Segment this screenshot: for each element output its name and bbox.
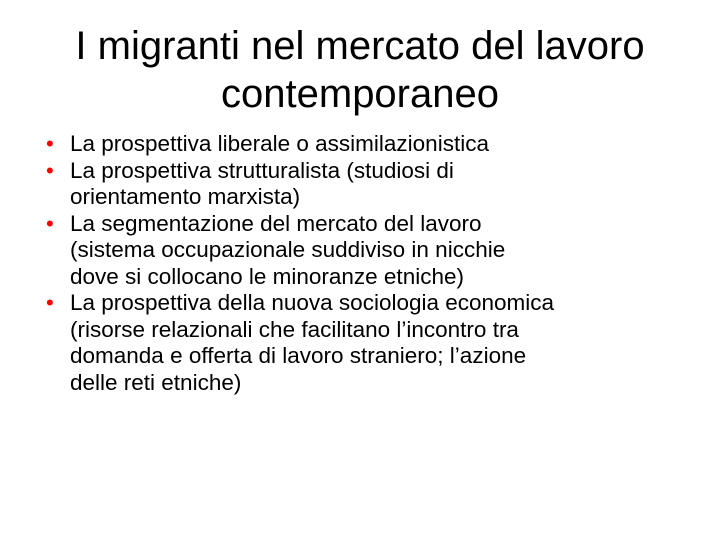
- bullet-1-line-1: La prospettiva liberale o assimilazionistica: [70, 131, 489, 156]
- bullet-2-line-1: La prospettiva strutturalista (studiosi di: [70, 157, 454, 183]
- bullet-4-line-1: La prospettiva della nuova sociologia economica: [70, 290, 555, 315]
- bullet-icon: •: [46, 290, 54, 315]
- bullet-icon: •: [46, 157, 54, 183]
- title-line-1: I migranti nel mercato del lavoro: [75, 24, 645, 68]
- bullet-list: [46, 131, 696, 396]
- bullet-item-2: [46, 158, 696, 211]
- bullet-3-line-2: (sistema occupazionale suddiviso in nicchie: [70, 237, 506, 262]
- slide-title: [20, 22, 700, 118]
- bullet-4-line-2: (risorse relazionali che facilitano l’incontro tra: [70, 316, 519, 342]
- bullet-4-line-4: delle reti etniche): [70, 369, 242, 395]
- bullet-2-line-2: orientamento marxista): [70, 184, 301, 209]
- bullet-3-line-3: dove si collocano le minoranze etniche): [70, 263, 464, 289]
- bullet-4-line-3: domanda e offerta di lavoro straniero; l’azione: [70, 343, 527, 368]
- bullet-item-3: [46, 211, 696, 291]
- bullet-item-1: [46, 131, 696, 158]
- bullet-3-line-1: La segmentazione del mercato del lavoro: [70, 210, 482, 236]
- title-line-2: contemporaneo: [221, 72, 499, 116]
- bullet-icon: •: [46, 210, 54, 236]
- bullet-icon: •: [46, 131, 54, 156]
- bullet-item-4: [46, 290, 696, 396]
